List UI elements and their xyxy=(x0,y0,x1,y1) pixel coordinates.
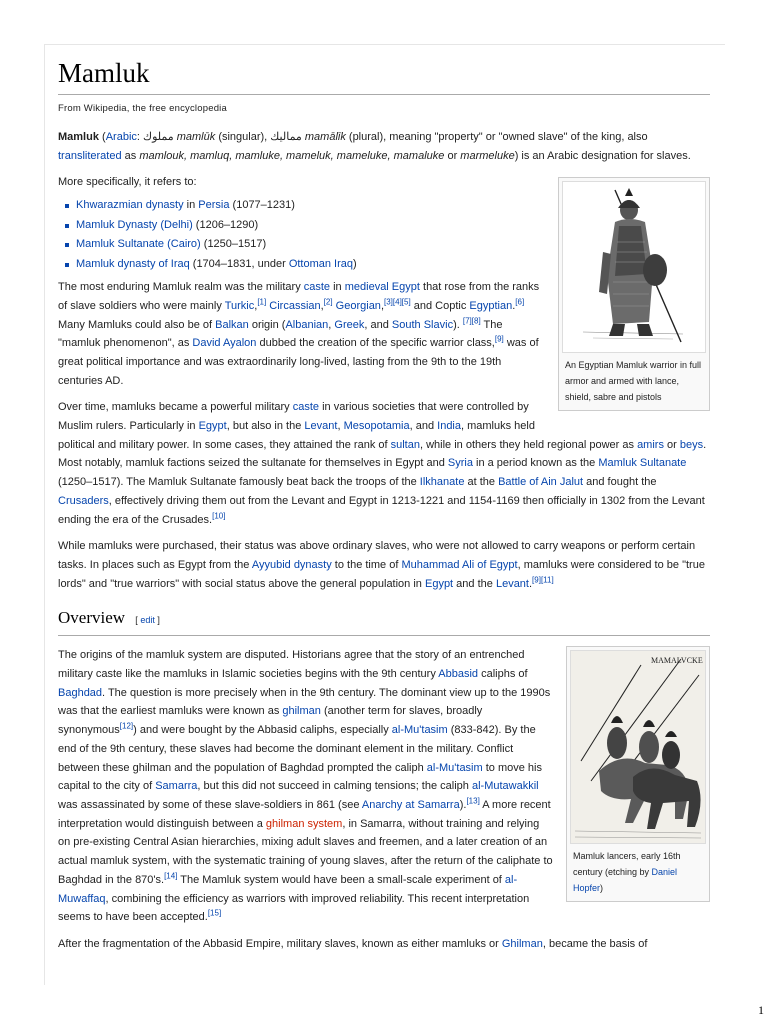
link-abbasid[interactable]: Abbasid xyxy=(438,668,479,681)
text: , and xyxy=(364,318,392,331)
figure-mamluk-lancers xyxy=(566,646,710,902)
link-anarchy-at-samarra[interactable]: Anarchy at Samarra xyxy=(361,798,460,811)
text: . xyxy=(528,577,533,590)
list-rest: (1206–1290) xyxy=(192,218,259,231)
link-ottoman-iraq[interactable]: Ottoman Iraq xyxy=(288,257,354,270)
page-title: Mamluk xyxy=(58,50,710,95)
link-mamluk-cairo[interactable]: Mamluk Sultanate (Cairo) xyxy=(76,238,201,251)
text: Over time, mamluks became a powerful military xyxy=(58,401,293,414)
link-al-mutasim[interactable]: al-Mu'tasim xyxy=(426,761,483,774)
text: (833-842). By the end of the 9th century, these slaves had become the dominant element in the military. Conflict between these ghilman and the population of Baghdad prompted the caliph xyxy=(58,724,536,774)
text: dubbed the creation of the specific warrior class, xyxy=(256,337,495,350)
link-ghilman[interactable]: Ghilman xyxy=(501,937,543,950)
text: was assassinated by some of these slave-soldiers in 861 (see xyxy=(58,798,362,811)
link-india[interactable]: India xyxy=(437,420,461,433)
link-sultan[interactable]: sultan xyxy=(390,438,420,451)
link-daniel-hopfer[interactable]: Daniel Hopfer xyxy=(573,867,678,894)
ref-link[interactable]: [15] xyxy=(207,908,222,918)
link-egyptian[interactable]: Egyptian xyxy=(469,299,513,312)
arabic-plural: مماليك xyxy=(270,131,302,143)
intro-as: as xyxy=(124,149,137,162)
paragraph-over-time: Over time, mamluks became a powerful military caste in various societies that were controlled by Muslim rulers. Particularly in Egypt, but also in the Levant, Mesopotamia, and India, mamluks held political and military power. In some cases, they attained the rank of sultan, while in others they held regional power as amirs or beys. Most notably, mamluk factions seized the sultanate for themselves in Egypt and Syria in a period known as the Mamluk Sultanate (1250–1517). The Mamluk Sultanate famously beat back the troops of the Ilkhanate at the Battle of Ain Jalut and fought the Crusaders, effectively driving them out from the Levant and Egypt in 1213-1221 and 1154-1169 then officially in 1302 from the Levant ending the era of the Crusades.[10] xyxy=(58,401,707,526)
list-item xyxy=(76,216,710,236)
text: , mamluks were considered to be "true lords" and "true warriors" with social status above the general population in xyxy=(58,558,705,590)
text: After the fragmentation of the Abbasid Empire, military slaves, known as either mamluks or xyxy=(58,937,502,950)
link-david-ayalon[interactable]: David Ayalon xyxy=(192,337,257,350)
specifically-line: More specifically, it refers to: xyxy=(58,176,197,189)
lancers-etching xyxy=(571,651,705,843)
text: , but this did not succeed in calming tensions; the caliph xyxy=(197,780,472,793)
text: (1250–1517). The Mamluk Sultanate famously beat back the troops of the xyxy=(58,476,420,489)
text: , in Samarra, without training and relying on pre-existing Central Asian hierarchies, mixing adult slaves and freemen, and a later creation of an actual mamluk system, with the systematic training of young slaves, after the return of the caliphate to Baghdad in the 870's. xyxy=(58,817,553,886)
link-medieval-egypt[interactable]: medieval Egypt xyxy=(344,281,420,294)
link-levant[interactable]: Levant xyxy=(495,577,529,590)
engraving-text: MAMALVCKE xyxy=(651,656,703,666)
overview-heading-text: Overview xyxy=(58,608,126,628)
ref-link[interactable]: [7][8] xyxy=(462,315,481,325)
text: was of great political importance and was extraordinarily long-lived, lasting from the 9th to the 19th centuries AD. xyxy=(58,337,539,387)
link-mamluk-iraq[interactable]: Mamluk dynasty of Iraq xyxy=(76,257,190,270)
link-khwarazmian[interactable]: Khwarazmian dynasty xyxy=(76,199,184,212)
text: in a period known as the xyxy=(472,457,599,470)
singular-translit: mamlūk xyxy=(176,131,216,143)
caption-text: Mamluk lancers, early 16th century (etching by xyxy=(573,851,681,878)
link-baghdad[interactable]: Baghdad xyxy=(58,686,103,699)
link-samarra[interactable]: Samarra xyxy=(155,780,198,793)
link-transliterated[interactable]: transliterated xyxy=(58,149,122,162)
link-egypt[interactable]: Egypt xyxy=(424,577,454,590)
link-ghilman-system[interactable]: ghilman system xyxy=(265,817,343,830)
list-mid: in xyxy=(183,199,199,212)
paragraph-realm: The most enduring Mamluk realm was the military caste in medieval Egypt that rose from the ranks of slave soldiers who were mainly Turkic,[1] Circassian,[2] Georgian,[3][4][5] and Coptic Egyptian.[6] Many Mamluks could also be of Balkan origin (Albanian, Greek, and South Slavic). [7][8] The "mamluk phenomenon", as David Ayalon dubbed the creation of the specific warrior class,[9] was of great political importance and was extraordinarily long-lived, lasting from the 9th to the 19th centuries AD. xyxy=(58,281,540,387)
link-albanian[interactable]: Albanian xyxy=(285,318,329,331)
ref-link[interactable]: [10] xyxy=(212,510,226,520)
ref-link[interactable]: [9][11] xyxy=(532,575,554,584)
link-al-muwaffaq[interactable]: al-Muwaffaq xyxy=(58,873,518,905)
intro-paragraph: Mamluk (Arabic: مملوك mamlūk (singular), مماليك mamālīk (plural), meaning "property" or "owned slave" of the king, also transliterated as mamlouk, mamluq, mamluke, mameluk, mameluke, mamaluke or marmeluke) is an Arabic designation for slaves. xyxy=(58,131,691,162)
text: or xyxy=(663,438,680,451)
intro-term: Mamluk xyxy=(58,131,99,143)
list-rest: (1077–1231) xyxy=(229,199,295,212)
text: at the xyxy=(464,476,499,489)
link-ghilman[interactable]: ghilman xyxy=(282,705,321,718)
text: origin ( xyxy=(248,318,286,331)
figure-caption-2 xyxy=(570,844,706,898)
text: that rose from the ranks of slave soldiers who were mainly xyxy=(58,281,540,312)
ref-link[interactable]: [9] xyxy=(494,334,504,344)
text: , became the basis of xyxy=(542,937,648,950)
text: (another term for slaves, broadly synonymous xyxy=(58,705,483,737)
text: The origins of the mamluk system are disputed. Historians agree that the story of an entrenched military caste like the mamluks in Islamic societies begins with the 9th century xyxy=(58,649,525,681)
paragraph-status xyxy=(58,537,710,593)
paragraph-fragmentation xyxy=(58,935,710,954)
link-circassian[interactable]: Circassian xyxy=(269,299,321,312)
text: , mamluks held political and military power. In some cases, they attained the rank of xyxy=(58,420,535,451)
text: The most enduring Mamluk realm was the military xyxy=(58,281,304,294)
text: , and xyxy=(409,420,438,433)
edit-section xyxy=(135,615,160,625)
edit-bracket: ] xyxy=(157,615,160,626)
text: , while in others they held regional power as xyxy=(419,438,638,451)
link-crusaders[interactable]: Crusaders xyxy=(58,494,109,507)
link-caste[interactable]: caste xyxy=(303,281,331,294)
text: , effectively driving them out from the Levant and Egypt in 1213-1221 and 1154-1169 then officially in 1302 from the Levant ending the era of the Crusades. xyxy=(58,494,705,526)
text: . The question is more precisely when in the 9th century. The dominant view up to the 1990s was that the earliest mamluks were known as xyxy=(58,686,551,718)
link-beys[interactable]: beys xyxy=(679,438,704,451)
list-rest: (1250–1517) xyxy=(200,238,267,251)
text: Many Mamluks could also be of xyxy=(58,318,216,331)
link-arabic[interactable]: Arabic xyxy=(105,131,137,143)
link-persia[interactable]: Persia xyxy=(198,199,230,212)
list-item xyxy=(76,196,710,216)
text: , but also in the xyxy=(226,420,305,433)
text: and fought the xyxy=(583,476,657,489)
link-ayyubid[interactable]: Ayyubid dynasty xyxy=(251,558,332,571)
ref-link[interactable]: [1] xyxy=(257,297,267,307)
link-ilkhanate[interactable]: Ilkhanate xyxy=(419,476,465,489)
text: to the time of xyxy=(331,558,402,571)
plural-rest: (plural), meaning "property" or "owned slave" of the king, also xyxy=(348,131,648,143)
link-mamluk-sultanate[interactable]: Mamluk Sultanate xyxy=(598,457,687,470)
link-greek[interactable]: Greek xyxy=(334,318,365,331)
link-georgian[interactable]: Georgian xyxy=(335,299,381,312)
link-al-mutasim[interactable]: al-Mu'tasim xyxy=(391,724,448,737)
section-heading-overview xyxy=(58,607,710,636)
lancers-image[interactable] xyxy=(570,650,706,844)
list-mid: (1704–1831, under xyxy=(189,257,289,270)
list-item xyxy=(76,255,710,275)
intro-tail: ) is an Arabic designation for slaves. xyxy=(514,149,691,162)
text: ). xyxy=(459,798,467,811)
text: in various societies that were controlled by Muslim rulers. Particularly in xyxy=(58,401,529,433)
link-amirs[interactable]: amirs xyxy=(637,438,664,451)
site-subtitle: From Wikipedia, the free encyclopedia xyxy=(58,103,227,114)
link-mesopotamia[interactable]: Mesopotamia xyxy=(343,420,410,433)
text: ) and were bought by the Abbasid caliphs, especially xyxy=(133,724,392,737)
text: caliphs of xyxy=(478,668,528,681)
edit-bracket: [ xyxy=(135,615,138,626)
edit-link[interactable]: edit xyxy=(140,615,155,626)
ref-link[interactable]: [2] xyxy=(323,297,333,307)
link-al-mutawakkil[interactable]: al-Mutawakkil xyxy=(471,780,539,793)
link-levant[interactable]: Levant xyxy=(304,420,338,433)
link-mamluk-delhi[interactable]: Mamluk Dynasty (Delhi) xyxy=(76,218,193,231)
plural-translit: mamālīk xyxy=(304,131,346,143)
text: to move his capital to the city of xyxy=(58,761,542,793)
text: The Mamluk system would have been a small-scale experiment of xyxy=(177,873,505,886)
figure-caption-1: An Egyptian Mamluk warrior in full armor and armed with lance, shield, sabre and pistols xyxy=(565,360,702,403)
ref-link[interactable]: [3][4][5] xyxy=(384,297,411,307)
intro-variant-last: marmeluke xyxy=(460,149,515,162)
arabic-singular: مملوك xyxy=(143,131,174,143)
link-south-slavic[interactable]: South Slavic xyxy=(391,318,454,331)
list-item xyxy=(76,235,710,255)
text: While mamluks were purchased, their status was above ordinary slaves, who were not allowed to carry weapons or perform certain tasks. In places such as Egypt from the xyxy=(58,540,696,571)
link-caste[interactable]: caste xyxy=(292,401,320,414)
singular-label: (singular), xyxy=(218,131,268,143)
link-syria[interactable]: Syria xyxy=(447,457,473,470)
ref-link[interactable]: [12] xyxy=(119,721,134,731)
text: . Most notably, mamluk factions seized the sultanate for themselves in Egypt and xyxy=(58,438,707,470)
intro-or: or xyxy=(447,149,458,162)
ref-link[interactable]: [14] xyxy=(164,871,178,881)
ref-link[interactable]: [13] xyxy=(466,796,480,806)
link-ain-jalut[interactable]: Battle of Ain Jalut xyxy=(498,476,584,489)
ref-link[interactable]: [6] xyxy=(515,297,525,307)
text: and the xyxy=(453,577,496,590)
text: and Coptic xyxy=(410,299,470,312)
text: The "mamluk phenomenon", as xyxy=(58,318,503,350)
intro-variants: mamlouk, mamluq, mamluke, mameluk, mameluke, mamaluke xyxy=(139,149,445,162)
link-muhammad-ali[interactable]: Muhammad Ali of Egypt xyxy=(401,558,518,571)
list-rest: ) xyxy=(353,257,357,270)
article xyxy=(58,50,710,962)
link-balkan[interactable]: Balkan xyxy=(215,318,249,331)
text: in xyxy=(330,281,345,294)
text: A more recent interpretation would distinguish between a xyxy=(58,798,551,830)
dynasty-list xyxy=(58,196,710,274)
text: ). xyxy=(453,318,460,331)
page-number: 1 xyxy=(758,1003,764,1017)
caption-end: ) xyxy=(600,883,604,894)
link-egypt[interactable]: Egypt xyxy=(198,420,227,433)
link-turkic[interactable]: Turkic xyxy=(224,299,255,312)
text: , combining the efficiency as warriors with improved reliability. This recent interpretation seems to have been accepted. xyxy=(58,892,530,924)
